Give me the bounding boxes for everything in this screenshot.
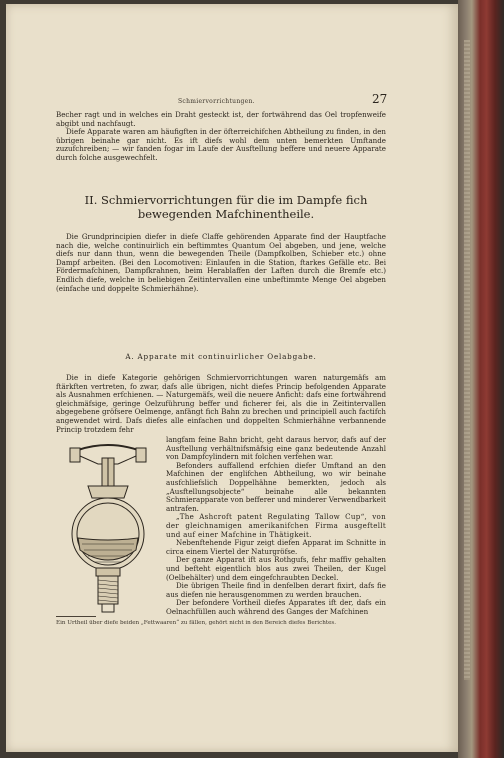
subsection-heading: A. Apparate mit continuirlicher Oelabgabe. (125, 352, 317, 361)
figure-side-text (166, 436, 386, 616)
paragraph: Die Grundprincipien diefer in diefe Claffe gehörenden Apparate find der Hauptfache nach die, welche continuirlich ein beftimmtes Quantum Oel abgeben, und jene, welche diefs nur dann thun, wenn die bewegenden Theile (Dampfkolben, Schieber etc.) ohne Dampf arbeiten. (Bei den Locomotiven: Einlaufen in die Station, ftarkes Gefälle etc. Bei Fördermafchinen, Dampfkrahnen, beim Herablaffen der Laften durch die Bremfe etc.) Endlich diefe, welche in beliebigen Zeitintervallen eine unbeftimmte Menge Oel abgeben (einfache und doppelte Schmierhähne). (56, 232, 386, 293)
intro-text (56, 111, 386, 163)
paragraph: Becher ragt und in welches ein Draht gesteckt ist, der fortwährend das Oel tropfenweife abgibt und nachfaugt. (56, 110, 386, 128)
footnote-rule (56, 616, 96, 617)
chapter-text (56, 233, 386, 293)
paragraph: „The Ashcroft patent Regulating Tallow Cup“, von der gleichnamigen amerikanifchen Firma ausgeftellt und auf einer Mafchine in Thätigkeit. (166, 512, 386, 539)
page-number: 27 (372, 92, 388, 106)
paragraph: Befonders auffallend erfchien diefer Umftand an den Mafchinen der englifchen Abtheilung, wo wir beinahe ausfchliefslich Doppelhähne bemerkten, jedoch als „Ausftellungsobjecte“ beinahe alle bekannten Schmierapparate von befferer und minderer Verwendbarkeit antrafen. (166, 460, 386, 513)
book-page (6, 4, 458, 752)
running-title: Schmiervorrichtungen. (178, 98, 255, 105)
footnote: Ein Urtheil über diefe beiden „Fettwaaren“ zu fällen, gehört nicht in den Bereich diefes Berichtes. (56, 620, 337, 626)
subsection-text (56, 374, 386, 434)
book-spine (458, 0, 504, 758)
paragraph: langfam feine Bahn bricht, geht daraus hervor, dafs auf der Ausftellung verhältnifsmäfsig eine ganz bedeutende Anzahl von Dampfcylindern mit folchen verfehen war. (166, 435, 386, 462)
paragraph: Die übrigen Theile find in denfelben derart fixirt, dafs fie aus diefen nie herausgenommen zu werden brauchen. (166, 581, 386, 599)
paragraph: Der befondere Vortheil diefes Apparates ift der, dafs ein Oelnachfüllen auch während des Ganges der Mafchinen (166, 598, 386, 616)
paragraph: Der ganze Apparat ift aus Rothgufs, fehr maffiv gehalten und befteht eigentlich blos aus zwei Theilen, der Kugel (Oelbehälter) und dem eingefchraubten Deckel. (166, 555, 386, 582)
paragraph: Diefe Apparate waren am häufigften in der öfterreichifchen Abtheilung zu finden, in den übrigen beinahe gar nicht. Es ift diefs wohl dem unten bemerkten Umftande zuzufchreiben; — wir fanden fogar im Laufe der Ausftellung beffere und neuere Apparate durch folche ausgewechfelt. (56, 127, 386, 162)
tallow-cup-figure (58, 442, 158, 614)
chapter-heading: II. Schmiervorrichtungen für die im Dampfe fich bewegenden Mafchinentheile. (84, 193, 368, 221)
paragraph: Nebenftehende Figur zeigt diefen Apparat im Schnitte in circa einem Viertel der Naturgröfse. (166, 538, 386, 556)
lubricator-engraving (58, 442, 158, 614)
paragraph: Die in diefe Kategorie gehörigen Schmiervorrichtungen waren naturgemäfs am ftärkften vertreten, fo zwar, dafs alle übrigen, nicht diefes Princip befolgenden Apparate als Ausnahmen erfchienen. — Naturgemäfs, weil die neuere Anficht: dafs eine fortwährend gleichmäfsige, geringe Oelzuführung beffer und ficherer fei, als die in Zeitintervallen abgegebene gröfsere Oelmenge, anfängt fich Bahn zu brechen und principiell auch factifch angewendet wird. Dafs diefes alle einfachen und doppelten Schmierhähne verbannende Princip trotzdem fehr (56, 373, 386, 434)
page-edges (464, 40, 470, 680)
